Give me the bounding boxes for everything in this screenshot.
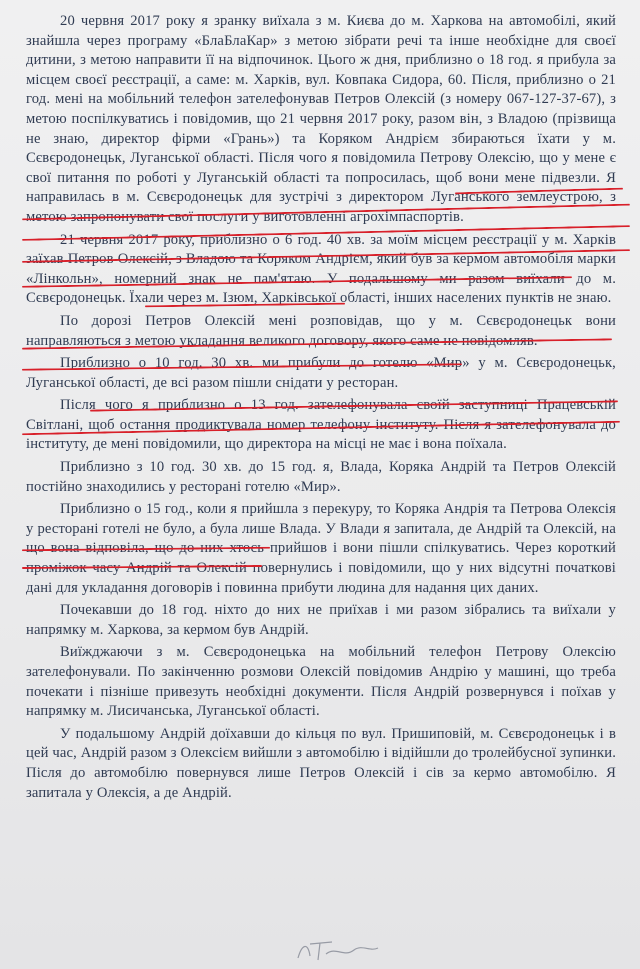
- paragraph-3: По дорозі Петров Олексій мені розповідав, що у м. Сєвєродонецьк вони направляються з метою укладання великого договору, якого саме не повідомляв.: [26, 312, 616, 349]
- paragraph-1: 20 червня 2017 року я зранку виїхала з м. Києва до м. Харкова на автомобілі, який знайшла через програму «БлаБлаКар» з метою зібрати речі та інше необхідне для своєї дитини, з метою направити її на відпочинок. Цього ж дня, приблизно о 18 год. я прибула за місцем своєї реєстрації, а саме: м. Харків, вул. Ковпака Сидора, 60. Після, приблизно о 21 год. мені на мобільний телефон зателефонував Петров Олексій (з номеру 067-127-37-67), з метою поспілкуватись і повідомив, що 21 червня 2017 року, разом він, з Владою (прізвища не знаю, директор фірми «Грань») та Коряком Андрієм збираються їхати у м. Сєвєродонецьк, Луганської області. Після чого я повідомила Петрову Олексію, що у мене є свої питання по роботі у Луганській області та попросилась, щоб вони мене підвезли. Я направилась в м. Сєвєродонецьк для зустрічі з директором Луганського землеустрою, з метою запропонувати свої послуги у виготовленні агрохімпаспортів.: [26, 13, 616, 225]
- paragraph-8: Почекавши до 18 год. ніхто до них не приїхав і ми разом зібрались та виїхали у напрямку м. Харкова, за кермом був Андрій.: [26, 602, 616, 638]
- paragraph-10: У подальшому Андрій доїхавши до кільця по вул. Пришиповій, м. Сєвєродонецьк і в цей час, Андрій разом з Олексієм вийшли з автомобілю і відійшли до тролейбусної зупинки. Після до автомобілю повернувся лише Петров Олексій і сів за кермо автомобілю. Я запитала у Олексія, а де Андрій.: [26, 725, 616, 801]
- paragraph-7: Приблизно о 15 год., коли я прийшла з перекуру, то Коряка Андрія та Петрова Олексія у ресторані готелі не було, а була лише Влада. У Влади я запитала, де Андрій та Олексій, на що вона відповіла, що до них хтось прийшов і вони пішли спілкуватись. Через короткий проміжок часу Андрій та Олексій повернулись і повідомили, що у них відсутні початкові дані для укладання договорів і повинна прибути людина для надання цих даних.: [26, 501, 616, 596]
- paragraph-5: Після чого я приблизно о 13 год. зателефонувала своїй заступниці Працевській Світлані, щоб остання продиктувала номер телефону інституту. Після я зателефонувала до інституту, де мені повідомили, що директора на місці не має і вона поїхала.: [26, 397, 616, 453]
- paragraph-9: Виїжджаючи з м. Сєвєродонецька на мобільний телефон Петрову Олексію зателефонували. По закінченню розмови Олексій повідомив Андрію у машині, що треба почекати і пізніше привезуть необхідні документи. Після Андрій розвернувся і поїхав у напрямку м. Лисичанська, Луганської області.: [26, 644, 616, 720]
- paragraph-2: 21 червня 2017 року, приблизно о 6 год. 40 хв. за моїм місцем реєстрації у м. Харків заїхав Петров Олексій, з Владою та Коряком Андрієм, який був за кермом автомобіля марки «Лінкольн», номерний знак не пам'ятаю. У подальшому ми разом виїхали до м. Сєвєродонецьк. Їхали через м. Ізюм, Харківської області, інших населених пунктів не знаю.: [26, 231, 616, 307]
- paragraph-6: Приблизно з 10 год. 30 хв. до 15 год. я, Влада, Коряка Андрій та Петров Олексій постійно знаходились у ресторані готелю «Мир».: [26, 459, 616, 495]
- paragraph-4: Приблизно о 10 год. 30 хв. ми прибули до готелю «Мир» у м. Сєвєродонецьк, Луганської області, де всі разом пішли снідати у ресторан.: [26, 355, 616, 391]
- signature-mark: [292, 936, 382, 964]
